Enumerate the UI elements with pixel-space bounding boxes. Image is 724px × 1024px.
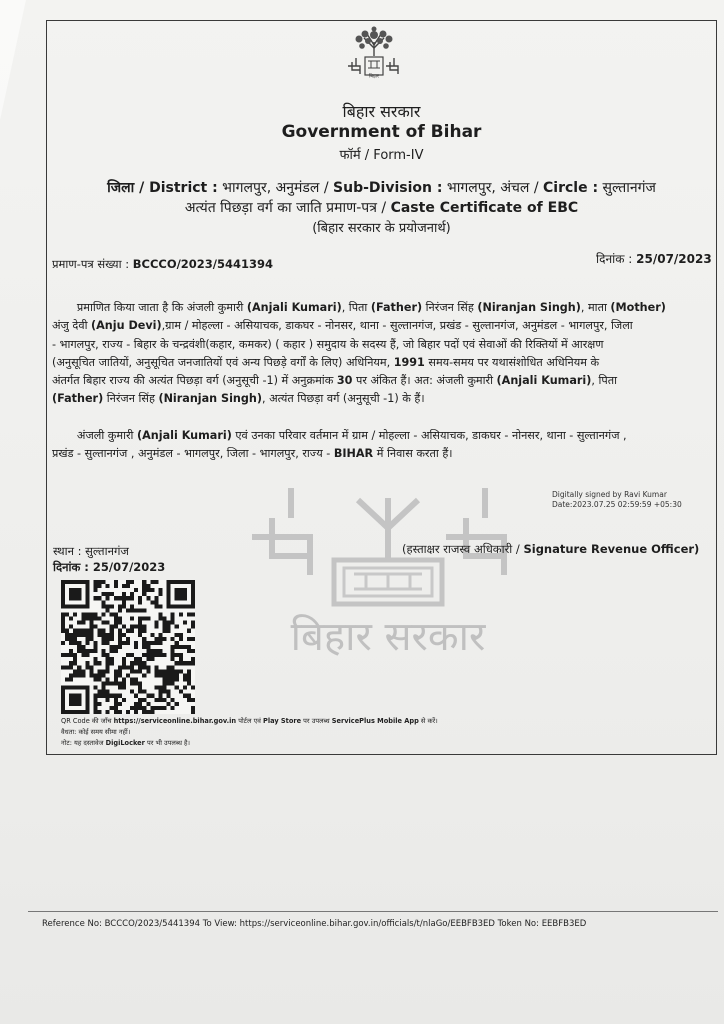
validity-note: वैधता: कोई समय सीमा नहीं। <box>61 728 131 736</box>
signature-revenue-officer: (हस्ताक्षर राजस्व अधिकारी / Signature Revenue Officer) <box>402 542 700 556</box>
government-english: Government of Bihar <box>281 122 482 142</box>
watermark-label: बिहार सरकार <box>290 614 486 660</box>
verification-notes <box>61 716 438 749</box>
residence-paragraph <box>52 427 627 464</box>
place-and-date <box>53 543 165 575</box>
verification-qr-code <box>61 580 195 714</box>
page-fold-shadow <box>0 0 26 120</box>
issue-date: दिनांक : 25/07/2023 <box>596 252 712 266</box>
body-line-5: अंतर्गत बिहार राज्य की अत्यंत पिछड़ा वर्ग (अनुसूची -1) में अनुक्रमांक 30 पर अंकित हैं। अत: अंजली कुमारी (Anjali Kumari), पिता <box>52 374 617 388</box>
qr-verify-note: QR Code की जाँच https://serviceonline.bihar.gov.in पोर्टल एवं Play Store पर उपलब्ध ServicePlus Mobile App से करें। <box>61 717 438 725</box>
place-date-line: दिनांक : 25/07/2023 <box>53 560 166 574</box>
bihar-emblem-icon <box>346 26 402 80</box>
residence-line-1: अंजली कुमारी (Anjali Kumari) एवं उनका परिवार वर्तमान में ग्राम / मोहल्ला - असियाचक, डाकघर - नोनसर, थाना - सुल्तानगंज , <box>76 429 627 442</box>
government-hindi: बिहार सरकार <box>342 102 421 121</box>
watermark-emblem <box>242 478 534 668</box>
reference-footer: Reference No: BCCCO/2023/5441394 To View: https://serviceonline.bihar.gov.in/officials/t/nlaGo/EEBFB3ED Token No: EEBFB3ED <box>42 919 587 929</box>
purpose-note: (बिहार सरकार के प्रयोजनार्थ) <box>312 221 451 236</box>
certificate-body-paragraph <box>52 299 666 409</box>
body-line-4: (अनुसूचित जातियों, अनुसूचित जनजातियों एवं अन्य पिछड़े वर्गों के लिए) अधिनियम, 1991 समय-समय पर यथासंशोधित अधिनियम के <box>52 355 600 369</box>
digilocker-note: नोट: यह दस्तावेज DigiLocker पर भी उपलब्ध है। <box>61 739 191 747</box>
residence-line-2: प्रखंड - सुल्तानगंज , अनुमंडल - भागलपुर, जिला - भागलपुर, राज्य - BIHAR में निवास करता हैं। <box>52 447 453 461</box>
footer-divider <box>28 911 718 912</box>
emblem-label: बिहार <box>368 73 380 80</box>
body-line-1: प्रमाणित किया जाता है कि अंजली कुमारी (Anjali Kumari), पिता (Father) निरंजन सिंह (Niranjan Singh), माता (Mother) <box>76 301 666 314</box>
digital-signature: Digitally signed by Ravi Kumar Date:2023.07.25 02:59:59 +05:30 <box>552 490 682 509</box>
body-line-6: (Father) निरंजन सिंह (Niranjan Singh), अत्यंत पिछड़ा वर्ग (अनुसूची -1) के हैं। <box>52 392 425 406</box>
body-line-3: - भागलपुर, राज्य - बिहार के चन्द्रवंशी(कहार, कमकर) ( कहार ) समुदाय के सदस्य हैं, जो बिहार पदों एवं सेवाओं की रिक्तियों में आरक्षण <box>52 337 604 351</box>
certificate-title: अत्यंत पिछड़ा वर्ग का जाति प्रमाण-पत्र / Caste Certificate of EBC <box>184 200 579 216</box>
certificate-number: प्रमाण-पत्र संख्या : BCCCO/2023/5441394 <box>52 257 274 271</box>
form-number: फॉर्म / Form-IV <box>339 148 424 163</box>
body-line-2: अंजु देवी (Anju Devi),ग्राम / मोहल्ला - असियाचक, डाकघर - नोनसर, थाना - सुल्तानगंज, प्रखंड - सुल्तानगंज, अनुमंडल - भागलपुर, जिला <box>52 319 633 333</box>
district-line: जिला / District : भागलपुर, अनुमंडल / Sub-Division : भागलपुर, अंचल / Circle : सुल्तानगंज <box>107 180 656 196</box>
place-line: स्थान : सुल्तानगंज <box>53 544 129 558</box>
